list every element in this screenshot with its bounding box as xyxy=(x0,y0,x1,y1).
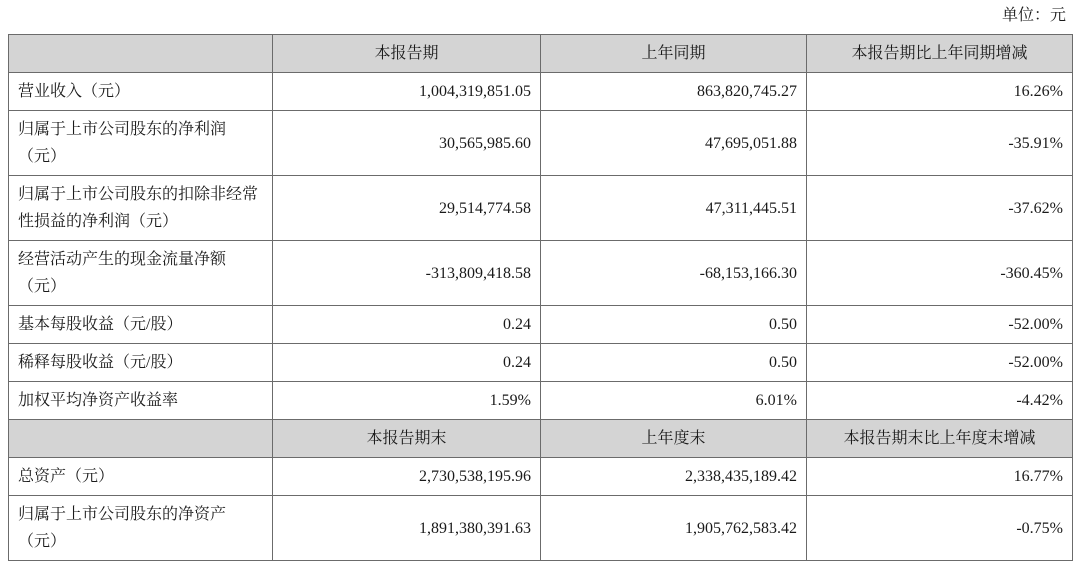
row-previous-value: 47,695,051.88 xyxy=(541,111,807,176)
row-current-value: -313,809,418.58 xyxy=(273,241,541,306)
row-current-value: 1.59% xyxy=(273,382,541,420)
row-label: 经营活动产生的现金流量净额（元） xyxy=(9,241,273,306)
table-row xyxy=(9,73,1073,111)
row-change-value: -35.91% xyxy=(807,111,1073,176)
unit-note: 单位：元 xyxy=(1001,7,1066,24)
row-previous-value: 1,905,762,583.42 xyxy=(541,496,807,561)
table-header-row-point xyxy=(9,420,1073,458)
table-row xyxy=(9,306,1073,344)
row-current-value: 1,891,380,391.63 xyxy=(273,496,541,561)
row-current-value: 29,514,774.58 xyxy=(273,176,541,241)
header-blank-cell xyxy=(9,35,273,73)
table-row xyxy=(9,382,1073,420)
row-change-value: 16.77% xyxy=(807,458,1073,496)
header-current-point: 本报告期末 xyxy=(273,420,541,458)
row-previous-value: 6.01% xyxy=(541,382,807,420)
row-change-value: -4.42% xyxy=(807,382,1073,420)
table-row xyxy=(9,496,1073,561)
row-current-value: 2,730,538,195.96 xyxy=(273,458,541,496)
row-previous-value: 47,311,445.51 xyxy=(541,176,807,241)
row-current-value: 1,004,319,851.05 xyxy=(273,73,541,111)
row-change-value: -52.00% xyxy=(807,344,1073,382)
table-row xyxy=(9,344,1073,382)
row-label: 归属于上市公司股东的净利润（元） xyxy=(9,111,273,176)
row-change-value: -52.00% xyxy=(807,306,1073,344)
row-previous-value: 2,338,435,189.42 xyxy=(541,458,807,496)
row-current-value: 30,565,985.60 xyxy=(273,111,541,176)
table-row xyxy=(9,176,1073,241)
table-row xyxy=(9,241,1073,306)
header-change-period: 本报告期比上年同期增减 xyxy=(807,35,1073,73)
row-change-value: -0.75% xyxy=(807,496,1073,561)
row-label: 加权平均净资产收益率 xyxy=(9,382,273,420)
header-previous-point: 上年度末 xyxy=(541,420,807,458)
header-current-period: 本报告期 xyxy=(273,35,541,73)
row-previous-value: 0.50 xyxy=(541,344,807,382)
row-change-value: -37.62% xyxy=(807,176,1073,241)
table-row xyxy=(9,458,1073,496)
financial-summary-table xyxy=(8,34,1073,561)
header-previous-period: 上年同期 xyxy=(541,35,807,73)
table-header-row-period xyxy=(9,35,1073,73)
row-label: 稀释每股收益（元/股） xyxy=(9,344,273,382)
row-label: 归属于上市公司股东的净资产（元） xyxy=(9,496,273,561)
row-change-value: 16.26% xyxy=(807,73,1073,111)
row-current-value: 0.24 xyxy=(273,306,541,344)
row-previous-value: -68,153,166.30 xyxy=(541,241,807,306)
row-label: 归属于上市公司股东的扣除非经常性损益的净利润（元） xyxy=(9,176,273,241)
row-label: 营业收入（元） xyxy=(9,73,273,111)
row-previous-value: 0.50 xyxy=(541,306,807,344)
header-blank-cell xyxy=(9,420,273,458)
row-change-value: -360.45% xyxy=(807,241,1073,306)
header-change-point: 本报告期末比上年度末增减 xyxy=(807,420,1073,458)
row-label: 总资产（元） xyxy=(9,458,273,496)
table-row xyxy=(9,111,1073,176)
row-label: 基本每股收益（元/股） xyxy=(9,306,273,344)
row-previous-value: 863,820,745.27 xyxy=(541,73,807,111)
row-current-value: 0.24 xyxy=(273,344,541,382)
